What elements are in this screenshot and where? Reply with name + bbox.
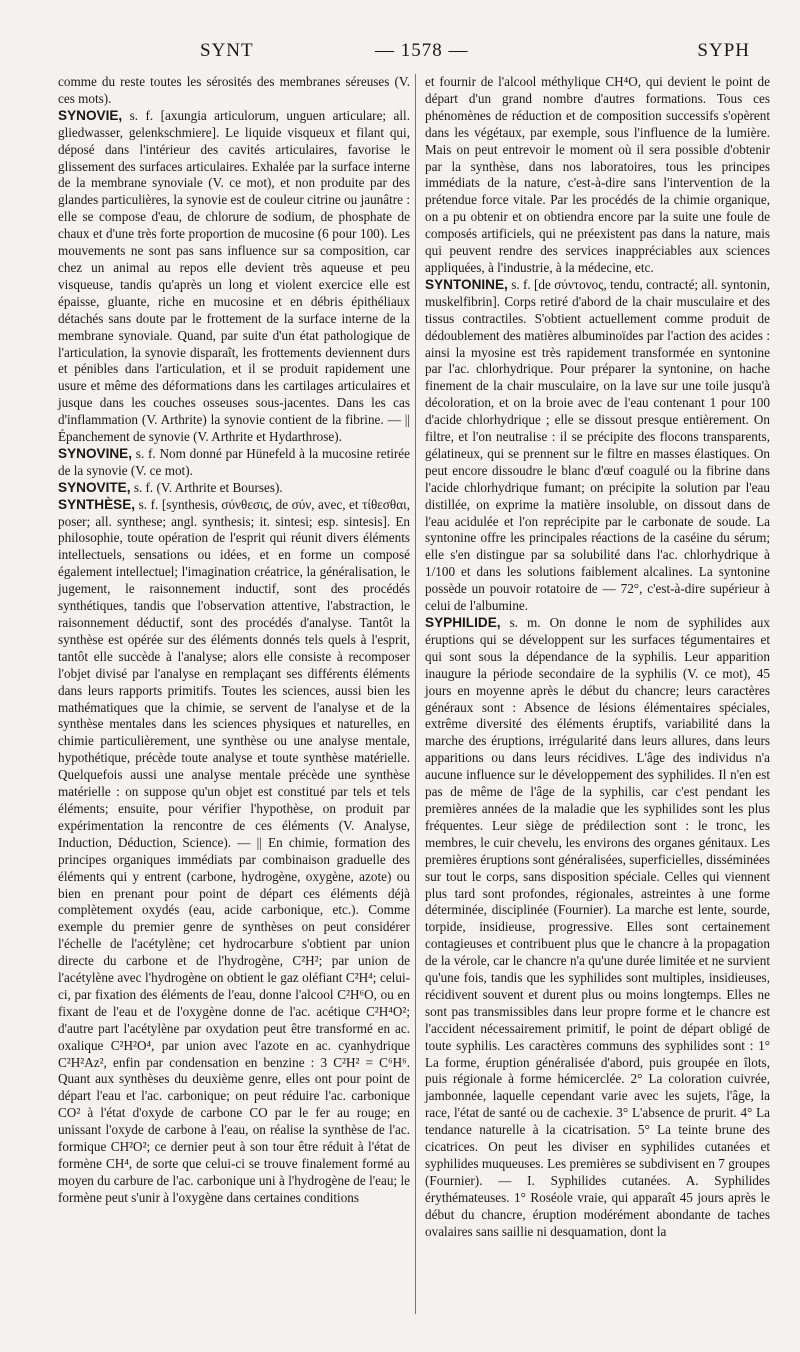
header-left-guideword: SYNT	[200, 40, 254, 61]
headword: SYNOVITE,	[58, 479, 131, 495]
header-right-guideword: SYPH	[697, 40, 750, 61]
entry-text: s. f. Nom donné par Hünefeld à la mucosine retirée de la synovie (V. ce mot).	[58, 445, 410, 478]
entry-continuation: comme du reste toutes les sérosités des membranes séreuses (V. ces mots).	[58, 74, 410, 106]
entry-text: s. f. [synthesis, σύνθεσις, de σύν, avec, et τίθεσθαι, poser; all. synthese; angl. synthesis; it. sintesi; esp. sintesis]. En philosophie, toute opération de l'esprit qui réunit divers éléments intellectuels, sensations ou idées, et en forme un composé également intellectuel; l'imagination créatrice, la généralisation, le jugement, le raisonnement inductif, sont des procédés synthétiques, tandis que l'observation attentive, l'abstraction, le raisonnement déductif, sont des procédés d'analyse. Tantôt la synthèse est opérée sur des éléments donnés tels quels à l'esprit, tantôt elle succède à l'analyse; alors elle consiste à recomposer l'objet divisé par l'analyse en remplaçant ses différents éléments dans leurs rapports primitifs. Toutes les sciences, aussi bien les mathématiques que la chimie, se servent de l'analyse et de la synthèse mentales dans les sciences physiques et naturelles, en chimie particulièrement, une synthèse ou une analyse mentale, hypothétique, précède toute analyse et toute synthèse matérielle. Quelquefois aussi une analyse mentale précède une synthèse matérielle : on suppose qu'un objet est constitué par tels et tels éléments; ensuite, pour vérifier l'hypothèse, on produit par expérimentation la rencontre de ces éléments (V. Analyse, Induction, Déduction, Science). — || En chimie, formation des principes organiques immédiats par combinaison graduelle des éléments qui y entrent (carbone, hydrogène, oxygène, azote) ou bien en prenant pour point de départ ces éléments déjà complètement oxydés (eau, acide carbonique, etc.). Comme exemple du premier genre de synthèses on peut considérer l'échelle de l'acétylène; cet hydrocarbure s'obtient par union directe du carbone et de l'hydrogène, C²H²; par union de l'acétylène avec l'hydrogène on obtient le gaz oléfiant C²H⁴; celui-ci, par fixation des éléments de l'eau, donne l'alcool C²H⁶O, ou en fixant de l'eau et de l'oxygène donne de l'ac. acétique C²H⁴O²; d'autre part l'acétylène par oxydation peut être transformé en ac. oxalique C²H²O⁴, par union avec l'azote en ac. cyanhydrique C²H²Az², enfin par condensation en benzine : 3 C²H² = C⁶H⁶. Quant aux synthèses du deuxième genre, elles ont pour point de départ l'eau et l'ac. carbonique; on peut réduire l'ac. carbonique CO² à l'état d'oxyde de carbone CO par le fer au rouge; en unissant l'oxyde de carbone à l'eau, on réalise la synthèse de l'ac. formique CH²O²; ce dernier peut à son tour être réduit à l'état de formène CH⁴, de sorte que celui-ci se trouve finalement formé au moyen du carbure de l'ac. carbonique uni à l'hydrogène de l'eau; le formène peut s'unir à l'oxygène dans certaines conditions	[58, 496, 410, 1205]
left-column	[58, 74, 410, 1207]
entry-synovine	[58, 446, 410, 480]
headword: SYNOVIE,	[58, 107, 123, 123]
page-number: — 1578 —	[375, 40, 469, 61]
entry-text: s. m. On donne le nom de syphilides aux éruptions qui se développent sur les surfaces tégumentaires et qui sont sous la dépendance de la syphilis. Leur apparition inaugure la période secondaire de la syphilis (V. ce mot), 45 jours en moyenne après le début du chancre; leurs caractères généraux sont : Absence de lésions élémentaires spéciales, extrême diversité des éléments éruptifs, variabilité dans la marche des éruptions, irrégularité dans leurs allures, dans leurs apparitions ou dans leurs récidives. L'âge des individus n'a aucune influence sur le développement des syphilides. Il n'en est pas de même de l'âge de la syphilis, car c'est pendant les premières années de la maladie que les syphilides sont les plus fréquentes. Leur siège de prédilection sont : le tronc, les membres, le cuir chevelu, les environs des organes génitaux. Les premières éruptions sont généralisées, superficielles, disséminées sur tout le corps, sans disposition spéciale. Celles qui viennent plus tard sont profondes, régionales, astreintes à une forme déterminée, disciplinée (Fournier). La marche est lente, sourde, torpide, insidieuse, progressive. Elles sont certainement contagieuses et contribuent plus que le chancre à la propagation de la vérole, car le chancre n'a qu'une durée limitée et ne survient qu'une fois, tandis que les syphilides sont multiples, insidieuses, récidivent souvent et durent plus ou moins longtemps. Elles ne sont pas transmissibles dans leur propre forme et le chancre est l'accident nécessairement primitif, le point de départ obligé de toute syphilis. Les caractères communs des syphilides sont : 1° La forme, éruption généralisée d'abord, puis groupée en îlots, puis régionale à forme hémicerclée. 2° La coloration cuivrée, jambonnée, laquelle cependant varie avec les sujets, l'âge, la race, l'état de santé ou de cachexie. 3° L'absence de prurit. 4° La tendance naturelle à la cicatrisation. 5° La teinte brune des cicatrices. On peut les diviser en syphilides cutanées et syphilides muqueuses. Les premières se subdivisent en 7 groupes (Fournier). — I. Syphilides cutanées. A. Syphilides érythémateuses. 1° Roséole vraie, qui apparaît 45 jours après le début du chancre, éruption modérément abondante de taches ovalaires sans saillie ni desquamation, dont la	[425, 615, 770, 1239]
headword: SYNOVINE,	[58, 445, 133, 461]
headword: SYNTONINE,	[425, 276, 508, 292]
entry-text: s. f. (V. Arthrite et Bourses).	[130, 479, 283, 495]
entry-text: s. f. [de σύντονος, tendu, contracté; all. syntonin, muskelfibrin]. Corps retiré d'abord de la chair musculaire et des tissus contractiles. S'obtient actuellement comme produit de dédoublement des matières albuminoïdes par l'action des acides : ainsi la myosine est très rapidement transformée en syntonine par l'ac. chlorhydrique. Pour préparer la syntonine, on hache finement de la chair musculaire, on la lave sur une toile jusqu'à décoloration, et on la broie avec de l'eau contenant 1 pour 100 d'acide chlorhydrique ; elle se dissout presque entièrement. On filtre, et l'on neutralise : il se précipite des flocons transparents, gélatineux, qui se prennent sur le filtre en masses élastiques. On peut encore dissoudre le blanc d'œuf coagulé ou la fibrine dans l'acide chlorhydrique fumant; on précipite la solution par l'eau distillée, on exprime la matière insoluble, on dissout dans de l'eau acidulée et l'on reprécipite par le carbonate de soude. La syntonine offre les principales réactions de la caséine du sérum; elle s'en distingue par sa solubilité dans l'ac. chlorhydrique à 1/100 et dans les solutions faiblement alcalines. La syntonine possède un pouvoir rotatoire de — 72°, c'est-à-dire supérieur à celui de l'albumine.	[425, 276, 770, 614]
entry-text: s. f. [axungia articulorum, unguen articulare; all. gliedwasser, gelenkschmiere]. Le liquide visqueux et filant qui, déposé dans l'intérieur des cavités articulaires, favorise le glissement des surfaces articulaires. Exhalée par la surface interne de la membrane synoviale (V. ce mot), et non produite par des glandes particulières, la synovie est de couleur citrine ou jaunâtre : elle se compose d'eau, de chlorure de sodium, de phosphate de chaux et d'une très forte proportion de mucosine (6 pour 100). Les mouvements ne sont pas sans influence sur sa composition, car chez un animal au repos elle devient très aqueuse et peu visqueuse, tandis qu'après un long et violent exercice elle est épaisse, gluante, riche en mucosine et en débris épithéliaux détachés sans doute par le frottement de la surface interne de la membrane synoviale. Quand, par suite d'un état pathologique de l'articulation, la synovie disparaît, les frottements deviennent durs et pénibles dans l'articulation, et il se produit rapidement une usure et même des déformations dans les cartilages articulaires et jusque dans les couches osseuses sous-jacentes. Dans les cas d'inflammation (V. Arthrite) la synovie contient de la fibrine. — || Épanchement de synovie (V. Arthrite et Hydarthrose).	[58, 107, 410, 445]
entry-synthese	[58, 497, 410, 1207]
entry-continuation: et fournir de l'alcool méthylique CH⁴O, qui devient le point de départ d'un grand nombre d'autres formations. Tous ces phénomènes de réduction et de composition successifs s'opèrent dans les végétaux, par exemple, sous l'influence de la lumière. Mais on peut entrevoir le moment où il sera possible d'obtenir par la synthèse, dans nos laboratoires, tous les principes immédiats de la nature, c'est-à-dire sans l'intervention de la prétendue force vitale. Par les procédés de la chimie organique, on a pu obtenir et on obtiendra encore par la suite une foule de composés artificiels, qui ne préexistent pas dans la nature, mais qui peuvent rendre des services inappréciables aux sciences appliquées, à l'industrie, à la médecine, etc.	[425, 74, 770, 275]
entry-syphilide	[425, 615, 770, 1241]
running-header	[60, 40, 770, 68]
headword: SYNTHÈSE,	[58, 496, 136, 512]
right-column	[425, 74, 770, 1241]
entry-synovite	[58, 480, 410, 497]
column-divider	[415, 74, 416, 1314]
headword: SYPHILIDE,	[425, 615, 501, 630]
entry-synovie	[58, 108, 410, 446]
entry-syntonine	[425, 277, 770, 615]
